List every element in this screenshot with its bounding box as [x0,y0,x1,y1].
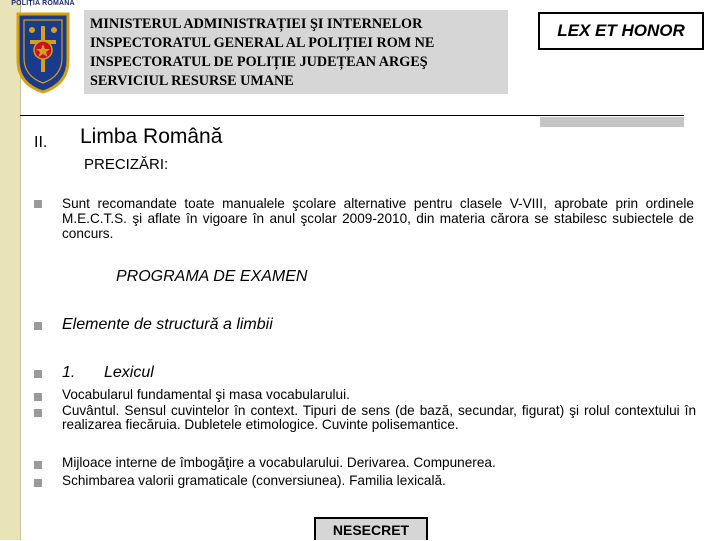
list-item: Mijloace interne de îmbogăţire a vocabularului. Derivarea. Compunerea. [62,455,496,470]
institution-header [84,10,508,94]
subsection-title: Lexicul [104,364,154,381]
police-crest [8,0,78,96]
subsection-number: 1. [62,364,76,381]
header-divider [20,115,684,116]
intro-paragraph: Sunt recomandate toate manualele şcolare alternative pentru clasele V-VIII, aprobate prin ordinele M.E.C.T.S. şi aflate în vigoare în anul şcolar 2009-2010, din materia cărora se stabilesc subiectele de concurs. [62,196,694,241]
bullet-square-icon [34,370,42,378]
list-item: Cuvântul. Sensul cuvintelor în context. Tipuri de sens (de bază, secundar, figurat) şi rolul contextului în realizarea fiecăruia. Dubletele etimologice. Cuvinte polisemantice. [62,403,696,432]
bullet-square-icon [34,409,42,417]
section-subtitle: PRECIZĂRI: [84,156,169,173]
section-title: Limba Română [80,125,223,148]
header-line-4: SERVICIUL RESURSE UMANE [90,73,294,89]
bullet-square-icon [34,461,42,469]
program-title: PROGRAMA DE EXAMEN [116,268,308,285]
section-number: II. [34,134,48,151]
classification-stamp: NESECRET [314,517,428,540]
structure-heading: Elemente de structură a limbii [62,316,273,333]
bullet-square-icon [34,200,42,208]
header-line-3: INSPECTORATUL DE POLIȚIE JUDEȚEAN ARGEŞ [90,54,428,70]
motto-box: LEX ET HONOR [538,12,704,50]
bullet-square-icon [34,393,42,401]
crest-label: POLIȚIA ROMÂNĂ [11,0,75,7]
crest-shield-icon [14,10,72,94]
list-item: Schimbarea valorii gramaticale (conversiunea). Familia lexicală. [62,473,446,488]
header-line-2: INSPECTORATUL GENERAL AL POLIȚIEI ROM NE [90,35,435,51]
header-line-1: MINISTERUL ADMINISTRAȚIEI ŞI INTERNELOR [90,16,423,32]
divider-accent [540,117,684,127]
bullet-square-icon [34,322,42,330]
list-item: Vocabularul fundamental şi masa vocabularului. [62,387,350,402]
bullet-square-icon [34,479,42,487]
